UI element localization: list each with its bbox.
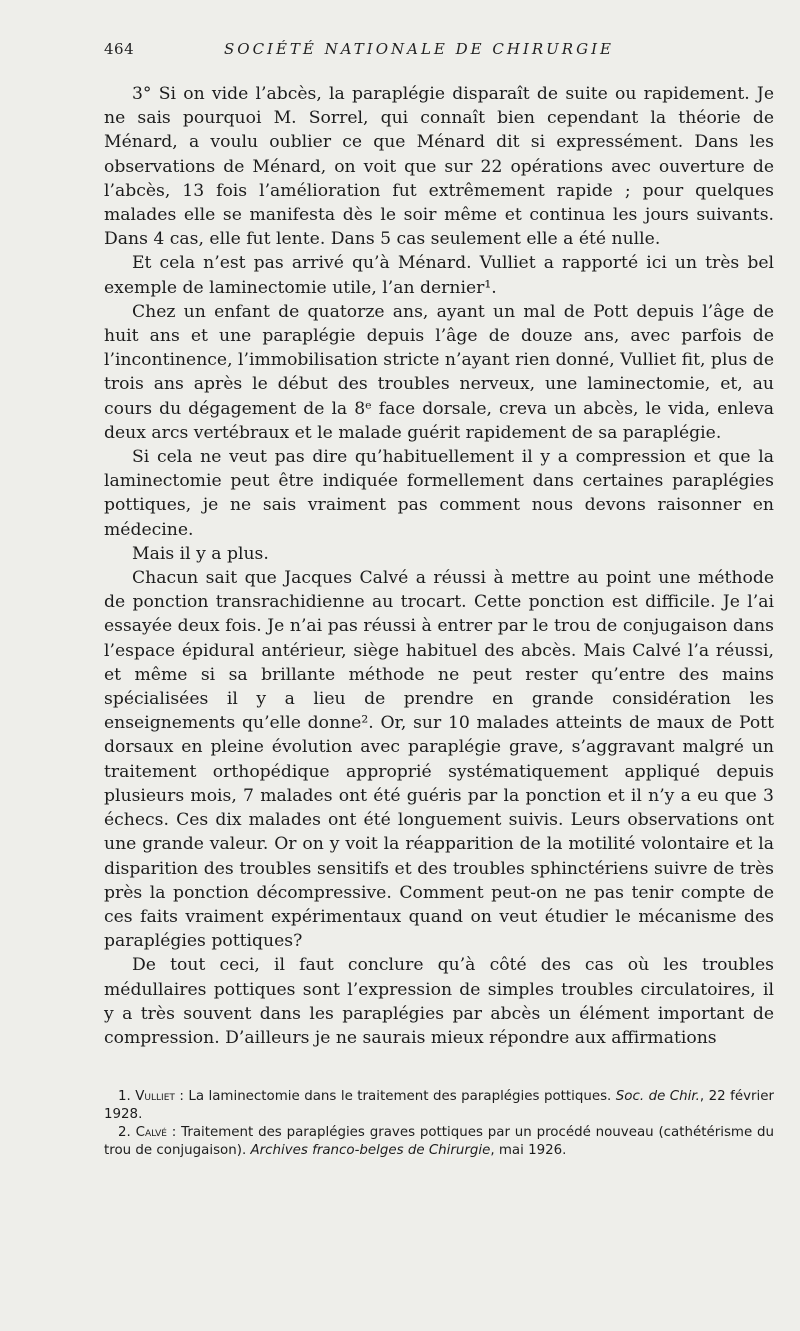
- footnote-source: Soc. de Chir.: [615, 1089, 700, 1105]
- footnote-number: 1.: [118, 1089, 131, 1105]
- journal-title: SOCIÉTÉ NATIONALE DE CHIRURGIE: [224, 40, 614, 58]
- body-text: [104, 82, 774, 1050]
- footnotes: [104, 1088, 774, 1160]
- paragraph: Si cela ne veut pas dire qu’habituellement il y a compression et que la laminectomie peut être indiquée formellement dans certaines paraplégies pottiques, je ne sais vraiment pas comment nous devons raisonner en médecine.: [104, 447, 774, 540]
- footnote-number: 2.: [118, 1125, 131, 1141]
- footnote: [104, 1124, 774, 1160]
- paragraph: Et cela n’est pas arrivé qu’à Ménard. Vulliet a rapporté ici un très bel exemple de laminectomie utile, l’an dernier¹.: [104, 253, 774, 298]
- footnote-text: : Traitement des paraplégies graves pottiques par un procédé nouveau (cathétérisme du trou de conjugaison).: [104, 1125, 774, 1159]
- paragraph: De tout ceci, il faut conclure qu’à côté des cas où les troubles médullaires pottiques sont l’expression de simples troubles circulatoires, il y a très souvent dans les paraplégies par abcès un élément important de compression. D’ailleurs je ne saurais mieux répondre aux affirmations: [104, 955, 774, 1048]
- footnote-author: Vulliet: [135, 1089, 175, 1105]
- footnote-source: Archives franco-belges de Chirurgie: [250, 1143, 491, 1159]
- paragraph: Chacun sait que Jacques Calvé a réussi à mettre au point une méthode de ponction transrachidienne au trocart. Cette ponction est difficile. Je l’ai essayée deux fois. Je n’ai pas réussi à entrer par le trou de conjugaison dans l’espace épidural antérieur, siège habituel des abcès. Mais Calvé l’a réussi, et même si sa brillante méthode ne peut rester qu’entre des mains spécialisées il y a lieu de prendre en grande considération les enseignements qu’elle donne². Or, sur 10 malades atteints de maux de Pott dorsaux en pleine évolution avec paraplégie grave, s’aggravant malgré un traitement orthopédique approprié systématiquement appliqué depuis plusieurs mois, 7 malades ont été guéris par la ponction et il n’y a eu que 3 échecs. Ces dix malades ont été longuement suivis. Leurs observations ont une grande valeur. Or on y voit la réapparition de la motilité volontaire et la disparition des troubles sensitifs et des troubles sphinctériens suivre de très près la ponction décompressive. Comment peut-on ne pas tenir compte de ces faits vraiment expérimentaux quand on veut étudier le mécanisme des paraplégies pottiques?: [104, 568, 774, 952]
- paragraph: 3° Si on vide l’abcès, la paraplégie disparaît de suite ou rapidement. Je ne sais pourquoi M. Sorrel, qui connaît bien cependant la théorie de Ménard, a voulu oublier ce que Ménard dit si expressément. Dans les observations de Ménard, on voit que sur 22 opérations avec ouverture de l’abcès, 13 fois l’amélioration fut extrêmement rapide ; pour quelques malades elle se manifesta dès le soir même et continua les jours suivants. Dans 4 cas, elle fut lente. Dans 5 cas seulement elle a été nulle.: [104, 84, 774, 250]
- paragraph: Chez un enfant de quatorze ans, ayant un mal de Pott depuis l’âge de huit ans et une paraplégie depuis l’âge de douze ans, avec parfois de l’incontinence, l’immobilisation stricte n’ayant rien donné, Vulliet fit, plus de trois ans après le début des troubles nerveux, une laminectomie, et, au cours du dégagement de la 8ᵉ face dorsale, creva un abcès, le vida, enleva deux arcs vertébraux et le malade guérit rapidement de sa paraplégie.: [104, 301, 774, 443]
- footnote-tail: , mai 1926.: [490, 1143, 567, 1159]
- footnote-author: Calvé: [135, 1125, 167, 1141]
- footnote-tail: , 22 février 1928.: [104, 1089, 775, 1123]
- footnote-text: : La laminectomie dans le traitement des paraplégies pottiques.: [174, 1089, 616, 1105]
- running-head: [104, 40, 774, 70]
- page-number: 464: [104, 40, 135, 58]
- footnote: [104, 1088, 774, 1124]
- paragraph: Mais il y a plus.: [132, 543, 269, 564]
